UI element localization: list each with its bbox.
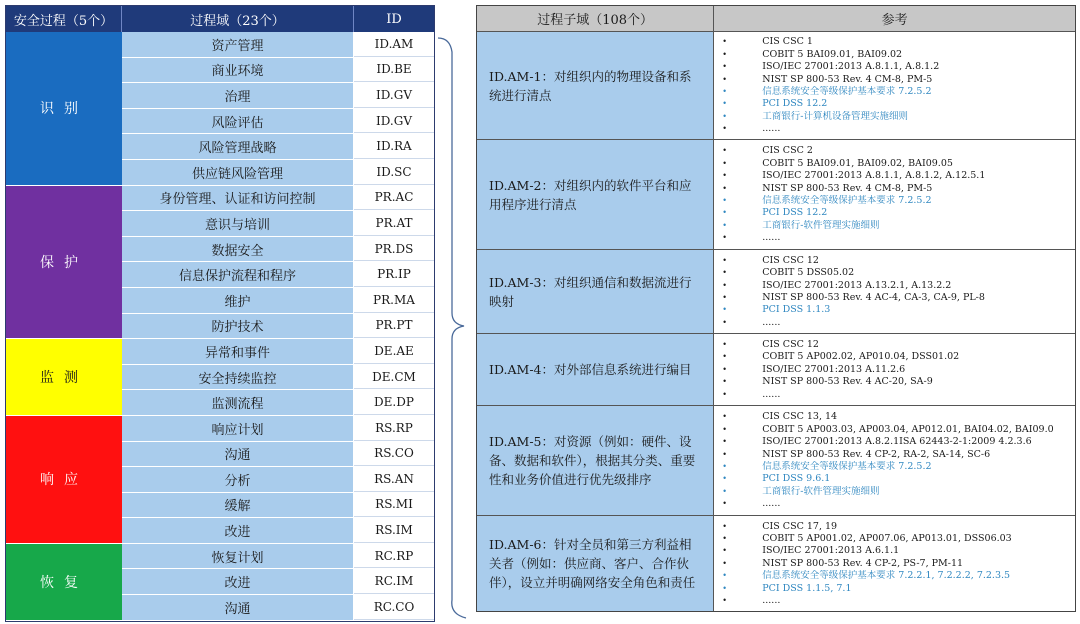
domain-name: 意识与培训: [122, 211, 354, 236]
domain-name: 商业环境: [122, 58, 354, 83]
reference-item: [722, 449, 1075, 461]
domain-name: 供应链风险管理: [122, 160, 354, 185]
reference-list: [714, 406, 1075, 515]
reference-item: [722, 158, 1075, 170]
reference-text: 信息系统安全等级保护基本要求 7.2.5.2: [762, 86, 932, 97]
subdomain-text: ID.AM-5：对资源（例如：硬件、设备、数据和软件），根据其分类、重要性和业务价值进行优先级排序: [477, 406, 714, 515]
right-table-header: [477, 6, 1075, 32]
domain-row: [122, 160, 434, 186]
left-table-header: [6, 6, 434, 32]
reference-text: 工商银行-计算机设备管理实施细则: [762, 110, 908, 122]
domain-id: DE.AE: [354, 339, 434, 364]
subdomain-text: ID.AM-6：针对全员和第三方利益相关者（例如：供应商、客户、合作伙伴），设立并明确网络安全角色和责任: [477, 516, 714, 611]
reference-list: [714, 140, 1075, 249]
domain-name: 改进: [122, 518, 354, 543]
brace-connector: [436, 28, 476, 623]
subdomain-text: ID.AM-1：对组织内的物理设备和系统进行清点: [477, 32, 714, 139]
bullet-icon: •: [722, 364, 727, 374]
bullet-icon: •: [722, 546, 727, 556]
bullet-icon: •: [722, 449, 727, 459]
reference-item[interactable]: [722, 98, 1075, 110]
domain-row: [122, 518, 434, 544]
bullet-icon: •: [722, 255, 727, 265]
reference-list: [714, 250, 1075, 333]
reference-item: [722, 183, 1075, 195]
domain-id: PR.AC: [354, 186, 434, 211]
domain-name: 数据安全: [122, 237, 354, 262]
bullet-icon: •: [722, 558, 727, 568]
subdomain-reference-table: [476, 5, 1076, 612]
reference-text: 工商银行-软件管理实施细则: [762, 485, 880, 497]
bullet-icon: •: [722, 583, 727, 593]
reference-text: PCI DSS 12.2: [762, 207, 828, 219]
domain-name: 风险评估: [122, 109, 354, 134]
reference-text: PCI DSS 1.1.3: [762, 304, 831, 316]
reference-item: [722, 364, 1075, 376]
bullet-icon: •: [722, 521, 727, 531]
reference-text: ISO/IEC 27001:2013 A.11.2.6: [762, 363, 906, 375]
security-process-table: [5, 5, 435, 622]
reference-item: [722, 545, 1075, 557]
subdomain-row: [477, 516, 1075, 611]
reference-item: [722, 49, 1075, 61]
phase-cell: 保护: [6, 186, 122, 340]
phase-cell: 响应: [6, 416, 122, 544]
domain-name: 治理: [122, 83, 354, 108]
subdomain-row: [477, 406, 1075, 516]
domain-name: 缓解: [122, 493, 354, 518]
domain-row: [122, 134, 434, 160]
bullet-icon: •: [722, 196, 727, 205]
domain-rows: [122, 32, 434, 621]
domain-id: RS.AN: [354, 467, 434, 492]
domain-row: [122, 493, 434, 519]
reference-text: COBIT 5 AP002.02, AP010.04, DSS01.02: [762, 351, 960, 363]
reference-item: [722, 145, 1075, 157]
reference-text: CIS CSC 2: [762, 145, 813, 157]
reference-item: [722, 595, 1075, 607]
reference-list: [714, 32, 1075, 139]
reference-text: ISO/IEC 27001:2013 A.8.2.1ISA 62443-2-1:2009 4.2.3.6: [762, 436, 1032, 448]
reference-item: [722, 292, 1075, 304]
subdomain-row: [477, 250, 1075, 334]
reference-item: [722, 424, 1075, 436]
reference-text: CIS CSC 13, 14: [762, 411, 838, 423]
reference-list: [714, 516, 1075, 611]
domain-id: ID.RA: [354, 134, 434, 159]
phase-column: [6, 32, 122, 621]
domain-id: ID.AM: [354, 32, 434, 57]
subdomain-text: ID.AM-4：对外部信息系统进行编目: [477, 334, 714, 405]
reference-text: ......: [762, 388, 781, 400]
domain-id: PR.DS: [354, 237, 434, 262]
bullet-icon: •: [722, 183, 727, 193]
bullet-icon: •: [722, 74, 727, 84]
reference-item: [722, 61, 1075, 73]
reference-item: [722, 267, 1075, 279]
bullet-icon: •: [722, 62, 727, 72]
reference-item[interactable]: [722, 570, 1075, 582]
bullet-icon: •: [722, 352, 727, 362]
reference-item: [722, 339, 1075, 351]
reference-text: ISO/IEC 27001:2013 A.8.1.1, A.8.1.2: [762, 61, 940, 73]
reference-item: [722, 533, 1075, 545]
reference-text: CIS CSC 17, 19: [762, 520, 838, 532]
reference-item[interactable]: [722, 486, 1075, 498]
domain-row: [122, 186, 434, 212]
bullet-icon: •: [722, 146, 727, 156]
phase-cell: 识别: [6, 32, 122, 186]
domain-row: [122, 288, 434, 314]
reference-item: [722, 389, 1075, 401]
reference-text: 信息系统安全等级保护基本要求 7.2.5.2: [762, 461, 932, 472]
reference-item: [722, 436, 1075, 448]
bullet-icon: •: [722, 293, 727, 302]
reference-text: NIST SP 800-53 Rev. 4 AC-4, CA-3, CA-9, PL-8: [762, 292, 985, 303]
header-reference: 参考: [881, 13, 908, 28]
reference-item[interactable]: [722, 86, 1075, 98]
reference-text: COBIT 5 BAI09.01, BAI09.02, BAI09.05: [762, 157, 953, 169]
reference-text: ISO/IEC 27001:2013 A.6.1.1: [762, 545, 900, 557]
subdomain-row: [477, 140, 1075, 250]
reference-text: NIST SP 800-53 Rev. 4 AC-20, SA-9: [762, 376, 933, 388]
domain-row: [122, 442, 434, 468]
header-subdomain: 过程子域（108个）: [477, 6, 714, 31]
reference-item[interactable]: [722, 304, 1075, 316]
reference-text: NIST SP 800-53 Rev. 4 CP-2, RA-2, SA-14, SC-6: [762, 448, 991, 460]
bullet-icon: •: [722, 87, 727, 96]
domain-name: 维护: [122, 288, 354, 313]
reference-item: [722, 123, 1075, 135]
domain-name: 信息保护流程和程序: [122, 262, 354, 287]
domain-id: RC.IM: [354, 569, 434, 594]
bullet-icon: •: [722, 124, 727, 134]
reference-text: CIS CSC 12: [762, 254, 819, 266]
reference-item: [722, 74, 1075, 86]
reference-text: COBIT 5 AP003.03, AP003.04, AP012.01, BAI04.02, BAI09.0: [762, 423, 1054, 435]
reference-text: ISO/IEC 27001:2013 A.8.1.1, A.8.1.2, A.12.5.1: [762, 170, 986, 182]
domain-name: 监测流程: [122, 390, 354, 415]
bullet-icon: •: [722, 571, 727, 581]
domain-row: [122, 390, 434, 416]
domain-id: RC.RP: [354, 544, 434, 569]
header-process: 安全过程（5个）: [6, 6, 122, 32]
domain-row: [122, 467, 434, 493]
domain-name: 异常和事件: [122, 339, 354, 364]
reference-item: [722, 376, 1075, 388]
reference-item: [722, 232, 1075, 244]
domain-id: PR.MA: [354, 288, 434, 313]
domain-id: RS.IM: [354, 518, 434, 543]
bullet-icon: •: [722, 437, 727, 447]
domain-name: 身份管理、认证和访问控制: [122, 186, 354, 211]
bullet-icon: •: [722, 268, 727, 278]
domain-row: [122, 365, 434, 391]
reference-item[interactable]: [722, 220, 1075, 232]
bullet-icon: •: [722, 462, 727, 471]
reference-list: [714, 334, 1075, 405]
domain-id: RS.MI: [354, 493, 434, 518]
bullet-icon: •: [722, 220, 727, 230]
reference-item[interactable]: [722, 111, 1075, 123]
domain-row: [122, 109, 434, 135]
bullet-icon: •: [722, 171, 727, 181]
subdomain-row: [477, 334, 1075, 406]
reference-item: [722, 36, 1075, 48]
reference-text: ......: [762, 123, 781, 135]
reference-text: COBIT 5 AP001.02, AP007.06, AP013.01, DSS06.03: [762, 532, 1012, 544]
reference-text: 信息系统安全等级保护基本要求 7.2.5.2: [762, 195, 932, 206]
header-domain: 过程域（23个）: [122, 6, 354, 32]
reference-item[interactable]: [722, 583, 1075, 595]
bullet-icon: •: [722, 37, 727, 47]
domain-name: 沟通: [122, 595, 354, 620]
domain-row: [122, 211, 434, 237]
bullet-icon: •: [722, 49, 727, 59]
domain-id: RS.RP: [354, 416, 434, 441]
reference-item: [722, 255, 1075, 267]
domain-id: PR.AT: [354, 211, 434, 236]
domain-id: ID.GV: [354, 109, 434, 134]
reference-item: [722, 351, 1075, 363]
reference-item: [722, 411, 1075, 423]
bullet-icon: •: [722, 377, 727, 387]
bullet-icon: •: [722, 339, 727, 349]
reference-text: CIS CSC 1: [762, 36, 813, 48]
bullet-icon: •: [722, 317, 727, 327]
reference-item: [722, 170, 1075, 182]
domain-row: [122, 32, 434, 58]
domain-id: RC.CO: [354, 595, 434, 620]
subdomain-text: ID.AM-2：对组织内的软件平台和应用程序进行清点: [477, 140, 714, 249]
domain-row: [122, 416, 434, 442]
reference-text: PCI DSS 12.2: [762, 98, 828, 110]
reference-text: ......: [762, 498, 781, 510]
domain-row: [122, 544, 434, 570]
reference-item[interactable]: [722, 195, 1075, 207]
bullet-icon: •: [722, 111, 727, 121]
domain-id: RS.CO: [354, 442, 434, 467]
domain-row: [122, 314, 434, 340]
domain-id: ID.GV: [354, 83, 434, 108]
reference-item[interactable]: [722, 207, 1075, 219]
reference-item: [722, 317, 1075, 329]
bullet-icon: •: [722, 305, 727, 315]
reference-text: ......: [762, 316, 781, 328]
bullet-icon: •: [722, 596, 727, 606]
bullet-icon: •: [722, 99, 727, 109]
reference-text: PCI DSS 9.6.1: [762, 473, 831, 485]
domain-name: 资产管理: [122, 32, 354, 57]
domain-row: [122, 595, 434, 621]
domain-name: 响应计划: [122, 416, 354, 441]
reference-text: COBIT 5 DSS05.02: [762, 267, 855, 279]
reference-text: CIS CSC 12: [762, 338, 819, 350]
bullet-icon: •: [722, 208, 727, 218]
bullet-icon: •: [722, 412, 727, 422]
domain-name: 改进: [122, 569, 354, 594]
domain-row: [122, 58, 434, 84]
reference-item: [722, 280, 1075, 292]
bullet-icon: •: [722, 280, 727, 290]
domain-id: DE.CM: [354, 365, 434, 390]
phase-cell: 恢复: [6, 544, 122, 621]
header-id: ID: [386, 11, 402, 27]
reference-item[interactable]: [722, 461, 1075, 473]
bullet-icon: •: [722, 158, 727, 168]
domain-name: 分析: [122, 467, 354, 492]
reference-text: PCI DSS 1.1.5, 7.1: [762, 582, 852, 594]
bullet-icon: •: [722, 389, 727, 399]
reference-text: NIST SP 800-53 Rev. 4 CM-8, PM-5: [762, 182, 933, 194]
reference-text: NIST SP 800-53 Rev. 4 CM-8, PM-5: [762, 73, 933, 85]
domain-name: 恢复计划: [122, 544, 354, 569]
domain-name: 风险管理战略: [122, 134, 354, 159]
reference-text: ......: [762, 232, 781, 244]
bullet-icon: •: [722, 424, 727, 434]
bullet-icon: •: [722, 499, 727, 509]
domain-id: PR.PT: [354, 314, 434, 339]
domain-name: 防护技术: [122, 314, 354, 339]
domain-name: 沟通: [122, 442, 354, 467]
subdomain-text: ID.AM-3：对组织通信和数据流进行映射: [477, 250, 714, 333]
bullet-icon: •: [722, 474, 727, 484]
reference-item: [722, 498, 1075, 510]
reference-item[interactable]: [722, 473, 1075, 485]
subdomain-row: [477, 32, 1075, 140]
domain-row: [122, 237, 434, 263]
bullet-icon: •: [722, 533, 727, 543]
domain-id: DE.DP: [354, 390, 434, 415]
domain-id: PR.IP: [354, 262, 434, 287]
subdomain-rows: [477, 32, 1075, 611]
phase-cell: 监测: [6, 339, 122, 416]
bullet-icon: •: [722, 486, 727, 496]
reference-text: ISO/IEC 27001:2013 A.13.2.1, A.13.2.2: [762, 279, 952, 291]
reference-text: 工商银行-软件管理实施细则: [762, 219, 880, 231]
domain-name: 安全持续监控: [122, 365, 354, 390]
reference-text: NIST SP 800-53 Rev. 4 CP-2, PS-7, PM-11: [762, 557, 964, 569]
bullet-icon: •: [722, 233, 727, 243]
domain-row: [122, 83, 434, 109]
reference-text: ......: [762, 595, 781, 607]
domain-row: [122, 262, 434, 288]
domain-id: ID.BE: [354, 58, 434, 83]
reference-item: [722, 521, 1075, 533]
domain-row: [122, 569, 434, 595]
domain-id: ID.SC: [354, 160, 434, 185]
reference-text: 信息系统安全等级保护基本要求 7.2.2.1, 7.2.2.2, 7.2.3.5: [762, 570, 1011, 582]
reference-item: [722, 558, 1075, 570]
domain-row: [122, 339, 434, 365]
reference-text: COBIT 5 BAI09.01, BAI09.02: [762, 48, 903, 60]
